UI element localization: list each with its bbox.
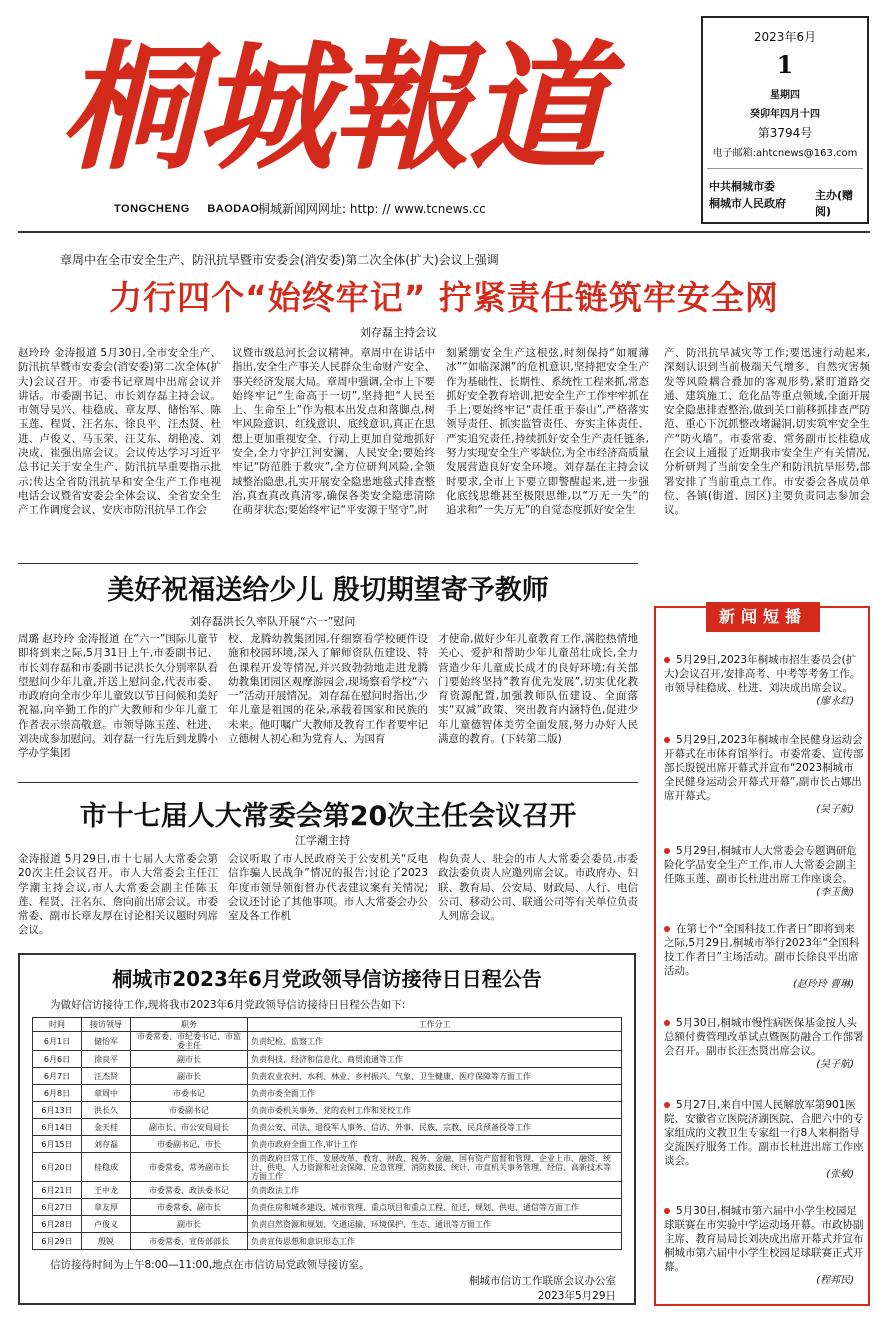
story-three-headline[interactable]: 市十七届人大常委会第20次主任会议召开 xyxy=(79,801,577,832)
table-cell: 6月1日 xyxy=(33,1032,82,1051)
bullet-icon xyxy=(664,926,670,932)
sponsor-party-committee: 中共桐城市委 xyxy=(709,180,775,193)
table-row xyxy=(33,1068,622,1085)
table-cell: 章友厚 xyxy=(82,1199,131,1216)
table-row xyxy=(33,1153,622,1182)
masthead-divider xyxy=(18,231,870,233)
newspaper-logo: 桐城報道 xyxy=(60,26,605,189)
table-cell: 洪长久 xyxy=(82,1102,131,1119)
story-two-column: 校、龙腾幼教集团园,仔细察看学校硬件设施和校园环境,深入了解师资队伍建设、特色课程开发等情况,并兴致勃勃地走进龙腾幼教集团园区观摩游园会,现场察看学校“六一”活动开展情况。刘存磊在慰问时指出,少年儿童是祖国的花朵,承载着国家和民族的未来。他叮嘱广大教师及教育工作者要牢记立德树人初心和为党育人、为国育 xyxy=(228,633,428,746)
table-cell: 负责公安、司法、退役军人事务、信访、外事、民族、宗教、民兵预备役等工作 xyxy=(248,1119,622,1136)
table-cell: 负责科技、经济和信息化、商贸流通等工作 xyxy=(248,1051,622,1068)
table-cell: 负责宣传思想和意识形态工作 xyxy=(248,1233,622,1250)
notice-title: 桐城市2023年6月党政领导信访接待日日程公告 xyxy=(112,967,542,991)
table-cell: 6月6日 xyxy=(33,1051,82,1068)
lead-story-kicker: 章周中在全市安全生产、防汛抗旱暨市安委会(消安委)第二次全体(扩大)会议上强调 xyxy=(60,253,499,267)
table-cell: 市委常委、宣传部部长 xyxy=(131,1233,248,1250)
table-cell: 6月15日 xyxy=(33,1136,82,1153)
bullet-icon xyxy=(664,1020,670,1026)
story-three-subhead: 江学潮主持 xyxy=(295,834,350,847)
bullet-icon xyxy=(664,657,670,663)
table-cell: 负责纪检、监察工作 xyxy=(248,1032,622,1051)
news-brief-item[interactable]: 5月30日,桐城市第六届中小学生校园足球联赛在市实验中学运动场开幕。市政协副主席、教育局局长刘决成出席开幕式并宣布桐城市第六届中小学生校园足球联赛正式开幕。 (程邦民) xyxy=(664,1205,864,1286)
table-cell: 负责农业农村、水利、林业、乡村振兴、气象、卫生健康、医疗保障等方面工作 xyxy=(248,1068,622,1085)
column-header: 接访领导 xyxy=(82,1018,131,1032)
table-cell: 市委常委、市纪委书记、市监委主任 xyxy=(131,1032,248,1051)
table-row xyxy=(33,1032,622,1051)
news-brief-item[interactable]: 5月29日,桐城市人大常委会专题调研危险化学品安全生产工作,市人大常委会副主任陈玉莲、副市长杜进出席工作座谈会。 (李玉衡) xyxy=(664,845,857,898)
table-cell: 王中龙 xyxy=(82,1182,131,1199)
bullet-icon xyxy=(664,1102,670,1108)
table-row xyxy=(33,1051,622,1068)
table-cell: 负责市政府全面工作,审计工作 xyxy=(248,1136,622,1153)
issue-number: 第3794号 xyxy=(757,126,813,140)
table-cell: 负责市委全面工作 xyxy=(248,1085,622,1102)
newspaper-pinyin-name: TONGCHENG BAODAO xyxy=(114,203,260,215)
table-cell: 副市长 xyxy=(131,1068,248,1085)
story-three-column: 构负责人、驻会的市人大常委会委员,市委政法委负责人应邀列席会议。市政府办、妇联、教育局、公安局、财政局、人行、电信公司、移动公司、联通公司等有关单位负责人列席会议。 xyxy=(438,853,638,923)
table-cell: 6月7日 xyxy=(33,1068,82,1085)
sponsor-city-government: 桐城市人民政府 xyxy=(709,197,786,210)
story-two-subhead: 刘存磊洪长久率队开展“六一”慰问 xyxy=(190,615,356,628)
table-cell: 殷锐 xyxy=(82,1233,131,1250)
table-row xyxy=(33,1119,622,1136)
table-cell: 副市长 xyxy=(131,1051,248,1068)
table-cell: 市委常委、副市长 xyxy=(131,1199,248,1216)
news-briefs-title: 新闻短播 xyxy=(706,602,820,632)
story-three-column: 金涛报道 5月29日,市十七届人大常委会第20次主任会议召开。市人大常委会主任江学潮主持会议,市人大常委会副主任陈玉莲、程贤、汪名东、詹向前出席会议。市委常委、副市长章友厚在讨论相关议题时列席会议。 xyxy=(18,853,218,937)
news-briefs-box xyxy=(654,606,870,1306)
table-cell: 6月8日 xyxy=(33,1085,82,1102)
table-cell: 徐良平 xyxy=(82,1051,131,1068)
sponsor-role: 主办(赠阅) xyxy=(815,189,854,218)
lead-story-column: 产、防汛抗旱减灾等工作;要迅速行动起来,深刻认识到当前极端天气增多、自然灾害频发等风险耦合叠加的客观形势,紧盯道路交通、建筑施工、危化品等重点领域,全面开展安全隐患排查整治,做到关口前移抓排查严防范、重心下沉抓整改堵漏洞,切实筑牢安全生产“防火墙”。市委常委、常务副市长桂稳成在会议上通报了近期我市安全生产有关情况,分析研判了当前安全生产和防汛抗旱形势,部署安排了当前重点工作。市安委会各成员单位、各镇(街道、园区)主要负责同志参加会议。 xyxy=(664,347,870,517)
table-row xyxy=(33,1199,622,1216)
lead-story-column: 刻紧绷安全生产这根弦,时刻保持“如履薄冰”“如临深渊”的危机意识,坚持把安全生产作为基础性、长期性、系统性工程来抓,常态抓好安全教育培训,把安全生产工作牢牢抓在手上;要始终牢记“责任重于泰山”,严格落实领导责任、抓实监管责任、夯实主体责任、严实追究责任,持续抓好安全生产责任链条,努力实现安全生产零缺位,为全市经济高质量发展营造良好安全环境。刘存磊在主持会议时要求,全市上下要立即警醒起来,进一步强化底线思维甚至极限思维,以“万无一失”的追求和“一失万无”的自觉态度抓好安全生 xyxy=(446,347,649,517)
table-cell: 桂稳成 xyxy=(82,1153,131,1182)
news-brief-item[interactable]: 在第七个“全国科技工作者日”即将到来之际,5月29日,桐城市举行2023年“全国科技工作者日”主场活动。副市长徐良平出席活动。 (赵玲玲 曹琳) xyxy=(664,923,860,990)
bullet-icon xyxy=(664,848,670,854)
table-cell: 6月21日 xyxy=(33,1182,82,1199)
section-divider xyxy=(18,563,638,564)
news-brief-item[interactable]: 5月27日,来自中国人民解放军第901医院、安徽省立医院济湖医院、合肥六中的专家组成的文教卫生专家组一行8人来桐指导交流医疗服务工作。副市长杜进出席工作座谈会。 (张敏) xyxy=(664,1099,864,1180)
issue-lunar-date: 癸卯年四月十四 xyxy=(750,109,820,120)
table-cell: 负责市委机关事务、党的农村工作和党校工作 xyxy=(248,1102,622,1119)
table-cell: 负责政府日常工作、发展改革、教育、财政、税务、金融、国有资产监督和管理、企业上市、融资、统计、供电、人力资源和社会保障、应急管理、消防救援、统计、市直机关事务管理、经信、高新技术等方面工作 xyxy=(248,1153,622,1182)
table-cell: 汪杰贤 xyxy=(82,1068,131,1085)
table-row xyxy=(33,1216,622,1233)
table-cell: 6月20日 xyxy=(33,1153,82,1182)
table-cell: 6月14日 xyxy=(33,1119,82,1136)
table-cell: 市委副书记、市长 xyxy=(131,1136,248,1153)
table-cell: 负责自然资源和规划、交通运输、环境保护、生态、通讯等方面工作 xyxy=(248,1216,622,1233)
table-cell: 6月29日 xyxy=(33,1233,82,1250)
table-cell: 市委副书记 xyxy=(131,1102,248,1119)
notice-intro: 为做好信访接待工作,现将我市2023年6月党政领导信访接待日日程公告如下: xyxy=(50,999,406,1011)
table-row xyxy=(33,1085,622,1102)
table-cell: 卢俊义 xyxy=(82,1216,131,1233)
table-row xyxy=(33,1182,622,1199)
column-header: 职务 xyxy=(131,1018,248,1032)
lead-story-column: 赵玲玲 金涛报道 5月30日,全市安全生产、防汛抗旱暨市安委会(消安委)第二次全体(扩大)会议召开。市委书记章周中出席会议并讲话。市委副书记、市长刘存磊主持会议。市领导吴兴、桂稳成、章友厚、储怡军、陈玉莲、程贤、汪名东、徐良平、汪杰贤、杜进、卢俊义、马玉荣、汪艾东、胡艳凌、刘决成、崔强出席会议。会议传达学习习近平总书记关于安全生产、防汛抗旱重要指示批示;传达全省防汛抗旱和安全生产工作电视电话会议暨省安委会全体会议、全省安全生产工作调度会议、安庆市防汛抗旱工作会 xyxy=(18,347,221,517)
table-cell: 负责住房和城乡建设、城市管理、重点项目和重点工程、征迁、规划、供电、通信等方面工作 xyxy=(248,1199,622,1216)
date-issue-box xyxy=(701,16,869,224)
column-header: 时间 xyxy=(33,1018,82,1032)
issue-weekday: 星期四 xyxy=(770,90,800,101)
notice-date: 2023年5月29日 xyxy=(537,1290,616,1302)
sponsors xyxy=(709,178,786,212)
table-cell: 副市长 xyxy=(131,1216,248,1233)
table-cell: 市委常委、政法委书记 xyxy=(131,1182,248,1199)
table-row xyxy=(33,1102,622,1119)
table-row xyxy=(33,1233,622,1250)
table-cell: 副市长、市公安局局长 xyxy=(131,1119,248,1136)
table-cell: 储怡军 xyxy=(82,1032,131,1051)
news-brief-item[interactable]: 5月29日,2023年桐城市招生委员会(扩大)会议召开,安排高考、中考等考务工作。市领导桂稳成、杜进、刘决成出席会议。 (廖永红) xyxy=(664,654,861,707)
petition-schedule-notice xyxy=(18,953,636,1305)
table-cell: 市委常委、常务副市长 xyxy=(131,1153,248,1182)
table-cell: 章周中 xyxy=(82,1085,131,1102)
story-three-column: 会议听取了市人民政府关于公安机关“反电信诈骗人民战争”情况的报告;讨论了2023年度市领导领衔督办代表建议案有关情况;会议还讨论了其他事项。市人大常委会办公室及各工作机 xyxy=(228,853,428,923)
lead-story-subhead: 刘存磊主持会议 xyxy=(360,326,437,339)
table-header-row xyxy=(33,1018,622,1032)
website-url[interactable]: 桐城新闻网网址: http: // www.tcnews.cc xyxy=(258,202,486,216)
lead-story-column: 议暨市级总河长会议精神。章周中在讲话中指出,安全生产事关人民群众生命财产安全、事关经济发展大局。章周中强调,全市上下要始终牢记“生命高于一切”,坚持把“人民至上、生命至上”作为根本出发点和落脚点,树牢风险意识、红线意识、底线意识,真正在思想上更加重视安全、行动上更加自觉地抓好安全,全力守护江河安澜、人民安全;要始终牢记“防范胜于救灾”,全方位研判风险,全领域整治隐患,扎实开展安全隐患地毯式排查整治,真查真改真清零,确保各类安全隐患清除在萌芽状态;要始终牢记“平安源于坚守”,时 xyxy=(232,347,435,517)
notice-issuer: 桐城市信访工作联席会议办公室 xyxy=(469,1275,616,1287)
news-brief-item[interactable]: 5月30日,桐城市慢性病医保基金按人头总额付费管理改革试点暨医防融合工作部署会召开。副市长汪杰贤出席会议。 (吴子航) xyxy=(664,1017,864,1070)
story-two-column: 周璐 赵玲玲 金涛报道 在“六一”国际儿童节即将到来之际,5月31日上午,市委副书记、市长刘存磊和市委副书记洪长久分别率队看望慰问少年儿童,并送上慰问金,代表市委、市政府向全市少年儿童致以节日问候和美好祝福,向辛勤工作的广大教师和少年儿童工作者表示崇高敬意。市领导陈玉莲、杜进、刘决成参加慰问。刘存磊一行先后到龙腾小学办学集团 xyxy=(18,633,218,760)
table-cell: 市委书记 xyxy=(131,1085,248,1102)
notice-time-note: 信访接待时间为上午8:00—11:00,地点在市信访局党政领导接访室。 xyxy=(50,1259,370,1271)
bullet-icon xyxy=(664,1208,670,1214)
contact-email[interactable]: 电子邮箱:ahtcnews@163.com xyxy=(712,148,858,159)
table-cell: 6月27日 xyxy=(33,1199,82,1216)
table-cell: 金天桂 xyxy=(82,1119,131,1136)
table-cell: 6月28日 xyxy=(33,1216,82,1233)
bullet-icon xyxy=(664,737,670,743)
table-cell: 6月13日 xyxy=(33,1102,82,1119)
issue-month: 2023年6月 xyxy=(753,30,817,44)
column-header: 工作分工 xyxy=(248,1018,622,1032)
table-cell: 刘存磊 xyxy=(82,1136,131,1153)
table-cell: 负责政法工作 xyxy=(248,1182,622,1199)
table-row xyxy=(33,1136,622,1153)
story-two-headline[interactable]: 美好祝福送给少儿 殷切期望寄予教师 xyxy=(107,575,549,606)
schedule-table xyxy=(32,1017,622,1250)
issue-day: 1 xyxy=(776,50,794,79)
story-two-column: 才使命,做好少年儿童教育工作,满腔热情地关心、爱护和帮助少年儿童茁壮成长,全力营造少年儿童成长成才的良好环境;有关部门要始终坚持“教育优先发展”,切实优化教育资源配置,加强教师队伍建设、全面落实“双减”政策、突出教育内涵特色,促进少年儿童德智体美劳全面发展,努力办好人民满意的教育。(下转第二版) xyxy=(438,633,638,746)
lead-story-headline[interactable]: 力行四个“始终牢记” 拧紧责任链筑牢安全网 xyxy=(109,278,779,317)
section-divider xyxy=(18,782,638,783)
news-brief-item[interactable]: 5月29日,2023年桐城市全民健身运动会开幕式在市体育馆举行。市委常委、宣传部部长殷锐出席开幕式并宣布“2023桐城市全民健身运动会开幕式开幕”,副市长占娜出席开幕式。 (吴子航) xyxy=(664,734,864,815)
date-box-divider xyxy=(707,168,863,169)
